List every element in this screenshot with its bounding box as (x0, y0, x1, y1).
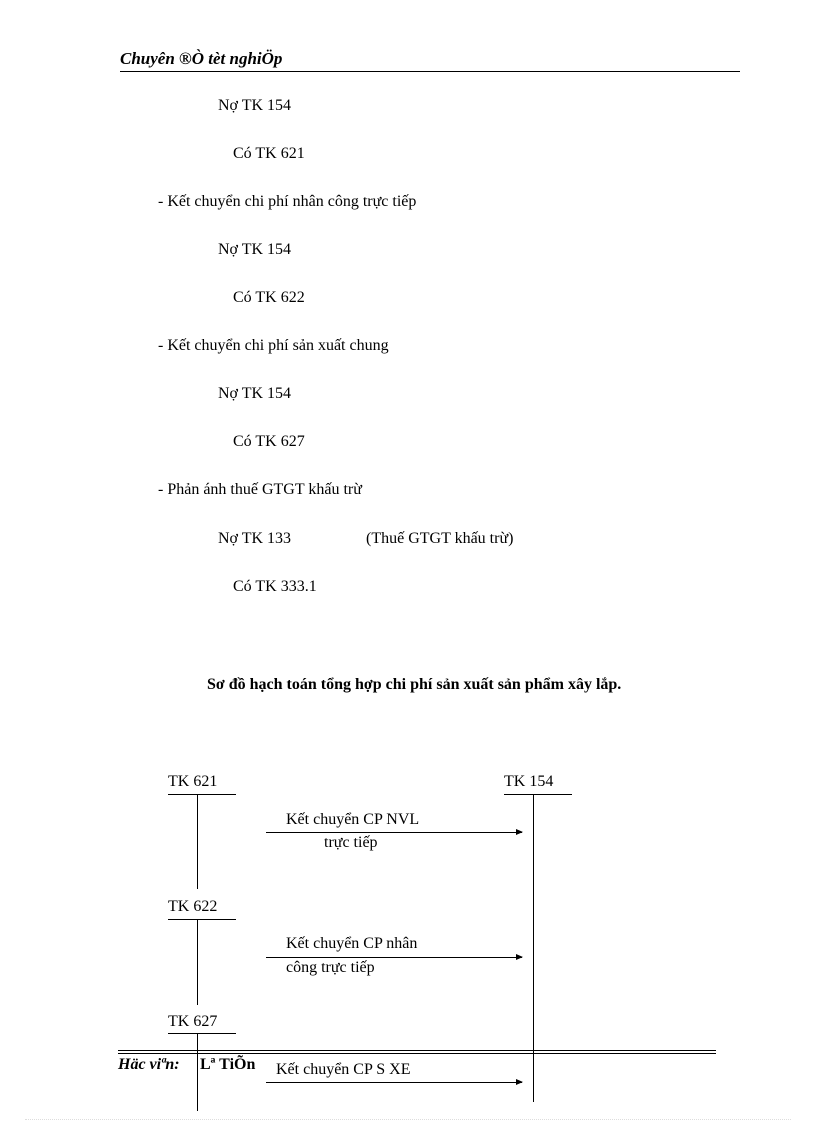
arrow3-label-line1: Kết chuyển CP S XE (276, 1061, 411, 1078)
account-tk154-underline (504, 794, 572, 795)
header-rule (120, 71, 740, 72)
entry-debit-154-c: Nợ TK 154 (218, 385, 292, 402)
header-title: Chuyên ®Ò tèt nghiÖp (120, 49, 283, 68)
account-tk621-label: TK 621 (168, 773, 218, 790)
arrow3 (266, 1082, 522, 1083)
account-tk627-line (197, 1033, 198, 1111)
entry-debit-133-note: (Thuế GTGT khấu trừ) (366, 530, 514, 547)
footer-rule-top (118, 1050, 716, 1051)
entry-heading-vat: - Phản ánh thuế GTGT khấu trừ (158, 481, 362, 498)
arrow1-label-line1: Kết chuyển CP NVL (286, 811, 420, 828)
account-tk621-line (197, 794, 198, 889)
account-tk627-label: TK 627 (168, 1013, 218, 1030)
entry-credit-622: Có TK 622 (233, 289, 305, 306)
account-tk154-line (533, 794, 534, 1102)
entry-debit-154-b: Nợ TK 154 (218, 241, 292, 258)
entry-heading-overhead: - Kết chuyển chi phí sản xuất chung (158, 337, 389, 354)
footer-label: Häc viªn: (118, 1056, 180, 1073)
account-tk627-underline (168, 1033, 236, 1034)
account-tk622-line (197, 919, 198, 1005)
entry-credit-627: Có TK 627 (233, 433, 305, 450)
arrow2 (266, 957, 522, 958)
arrow1 (266, 832, 522, 833)
arrow2-label-line1: Kết chuyển CP nhân (286, 935, 418, 952)
arrow2-label-line2: công trực tiếp (286, 959, 375, 976)
entry-heading-labor: - Kết chuyển chi phí nhân công trực tiếp (158, 193, 417, 210)
entry-credit-3331: Có TK 333.1 (233, 578, 317, 595)
diagram-title: Sơ đồ hạch toán tổng hợp chi phí sản xuất sản phẩm xây lắp. (207, 676, 622, 693)
arrow1-label-line2: trực tiếp (324, 834, 378, 851)
entry-credit-621: Có TK 621 (233, 145, 305, 162)
entry-debit-154-a: Nợ TK 154 (218, 97, 292, 114)
account-tk621-underline (168, 794, 236, 795)
entry-debit-133: Nợ TK 133 (218, 530, 292, 547)
account-tk154-label: TK 154 (504, 773, 554, 790)
page-bottom-border (25, 1119, 791, 1120)
footer-rule-bottom (118, 1053, 716, 1054)
account-tk622-label: TK 622 (168, 898, 218, 915)
account-tk622-underline (168, 919, 236, 920)
footer-author: Lª TiÕn (200, 1056, 256, 1073)
